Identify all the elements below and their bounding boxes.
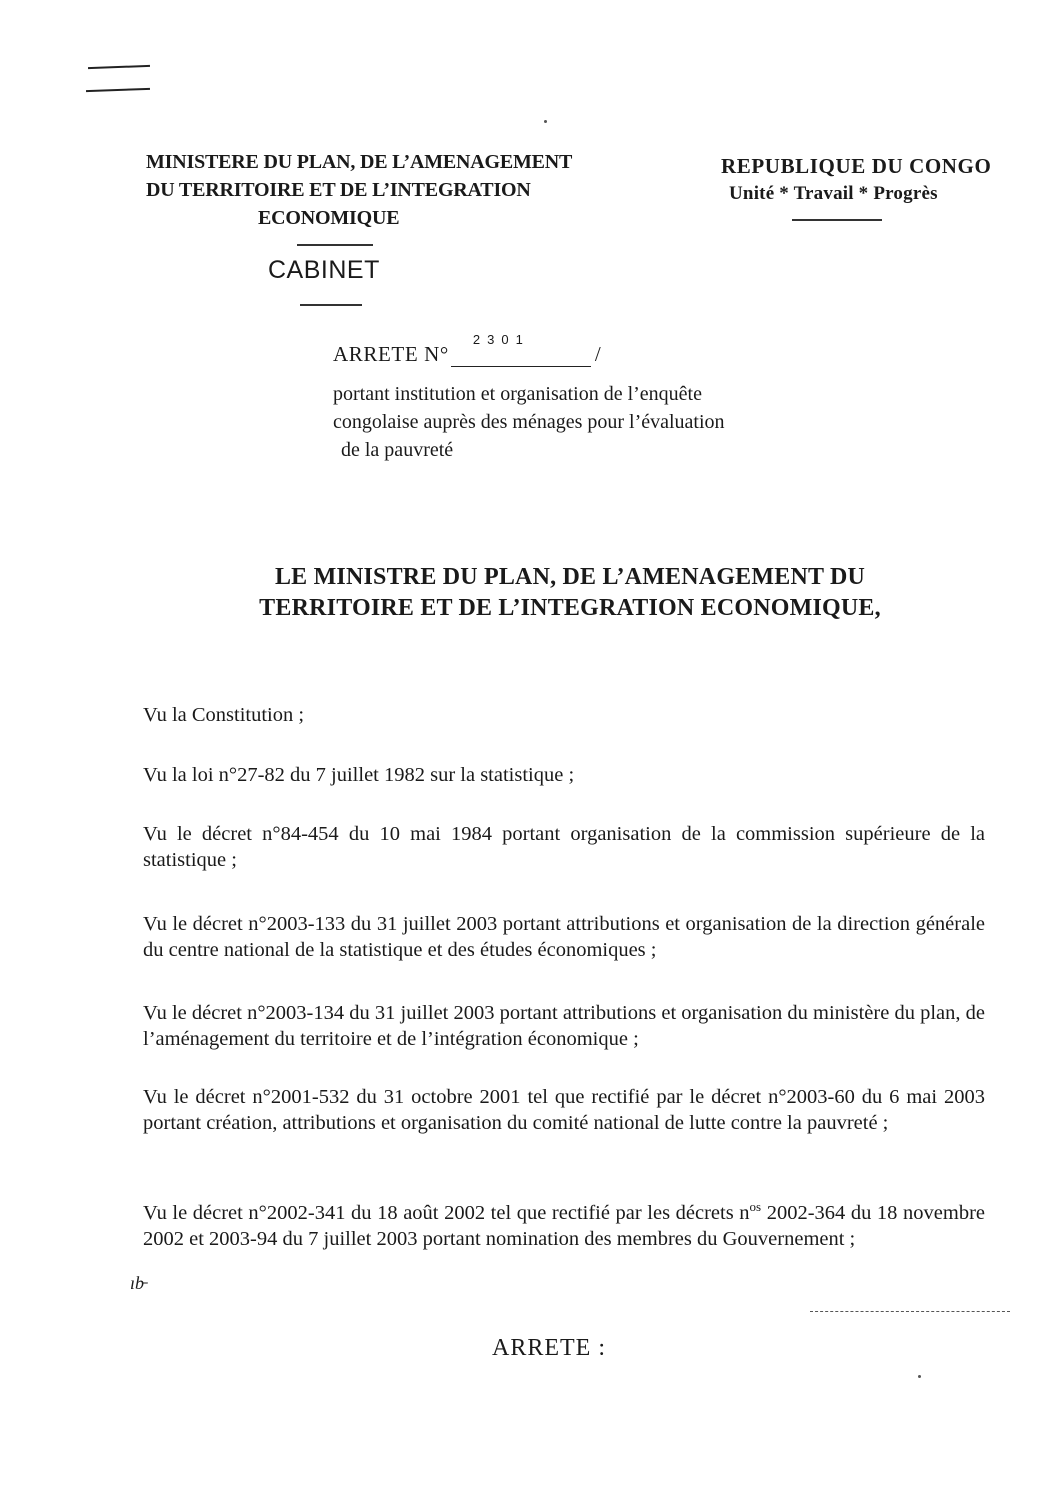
republic-motto: Unité * Travail * Progrès	[729, 183, 938, 204]
subject-line-2: congolaise auprès des ménages pour l’évaluation	[333, 411, 725, 433]
scan-mark	[86, 88, 150, 92]
consideration-decret-2003-133: Vu le décret n°2003-133 du 31 juillet 2003 portant attributions et organisation de la direction générale du centre national de la statistique et des études économiques ;	[143, 913, 985, 961]
subject-line-3: de la pauvreté	[341, 439, 454, 461]
consideration-7-text-a: Vu le décret n°2002-341 du 18 août 2002 tel que rectifié par les décrets n	[143, 1202, 750, 1224]
document-title	[120, 562, 1020, 624]
ministry-line-3: ECONOMIQUE	[258, 207, 400, 229]
cabinet-divider	[300, 304, 362, 306]
arrete-number-line	[333, 332, 602, 367]
consideration-7-text-b: 2002-364 du 18 novembre 2002 et 2003-94 du 7 juillet 2003 portant nomination des membres du Gouvernement ;	[143, 1202, 985, 1250]
consideration-decret-2002-341	[143, 1200, 985, 1252]
arrete-number: 2301	[472, 332, 530, 347]
consideration-decret-2001-532: Vu le décret n°2001-532 du 31 octobre 2001 tel que rectifié par le décret n°2003-60 du 6 mai 2003 portant création, attributions et organisation du comité national de lutte contre la pauvreté ;	[143, 1086, 985, 1134]
consideration-7-superscript: os	[749, 1199, 762, 1215]
arrete-suffix: /	[594, 342, 602, 366]
ministry-header	[146, 148, 666, 232]
scan-mark	[88, 65, 150, 69]
cabinet-label: CABINET	[268, 256, 380, 284]
arrete-subject	[333, 380, 853, 464]
ministry-line-1: MINISTERE DU PLAN, DE L’AMENAGEMENT	[146, 151, 573, 173]
ministry-line-2: DU TERRITOIRE ET DE L’INTEGRATION	[146, 179, 531, 201]
republic-name: REPUBLIQUE DU CONGO	[721, 154, 992, 178]
scan-speck	[544, 120, 547, 123]
consideration-decret-2003-134: Vu le décret n°2003-134 du 31 juillet 2003 portant attributions et organisation du ministère du plan, de l’aménagement du territoire et de l’intégration économique ;	[143, 1002, 985, 1050]
consideration-decret-84-454: Vu le décret n°84-454 du 10 mai 1984 portant organisation de la commission supérieure de la statistique ;	[143, 823, 985, 871]
title-line-2: TERRITOIRE ET DE L’INTEGRATION ECONOMIQUE,	[259, 595, 881, 621]
republic-divider	[792, 219, 882, 221]
consideration-loi-27-82: Vu la loi n°27-82 du 7 juillet 1982 sur la statistique ;	[143, 764, 575, 786]
handwritten-initials: ıb̵	[130, 1273, 145, 1293]
arrete-number-blank	[451, 332, 591, 367]
consideration-constitution: Vu la Constitution ;	[143, 704, 305, 726]
title-line-1: LE MINISTRE DU PLAN, DE L’AMENAGEMENT DU	[274, 564, 866, 590]
scan-speck	[918, 1375, 921, 1378]
arrete-prefix: ARRETE N°	[333, 342, 449, 366]
footer-divider	[810, 1311, 1010, 1312]
ministry-divider	[297, 244, 373, 246]
subject-line-1: portant institution et organisation de l’enquête	[333, 383, 702, 405]
arrete-closing: ARRETE :	[492, 1335, 606, 1361]
republic-header	[721, 152, 1031, 208]
